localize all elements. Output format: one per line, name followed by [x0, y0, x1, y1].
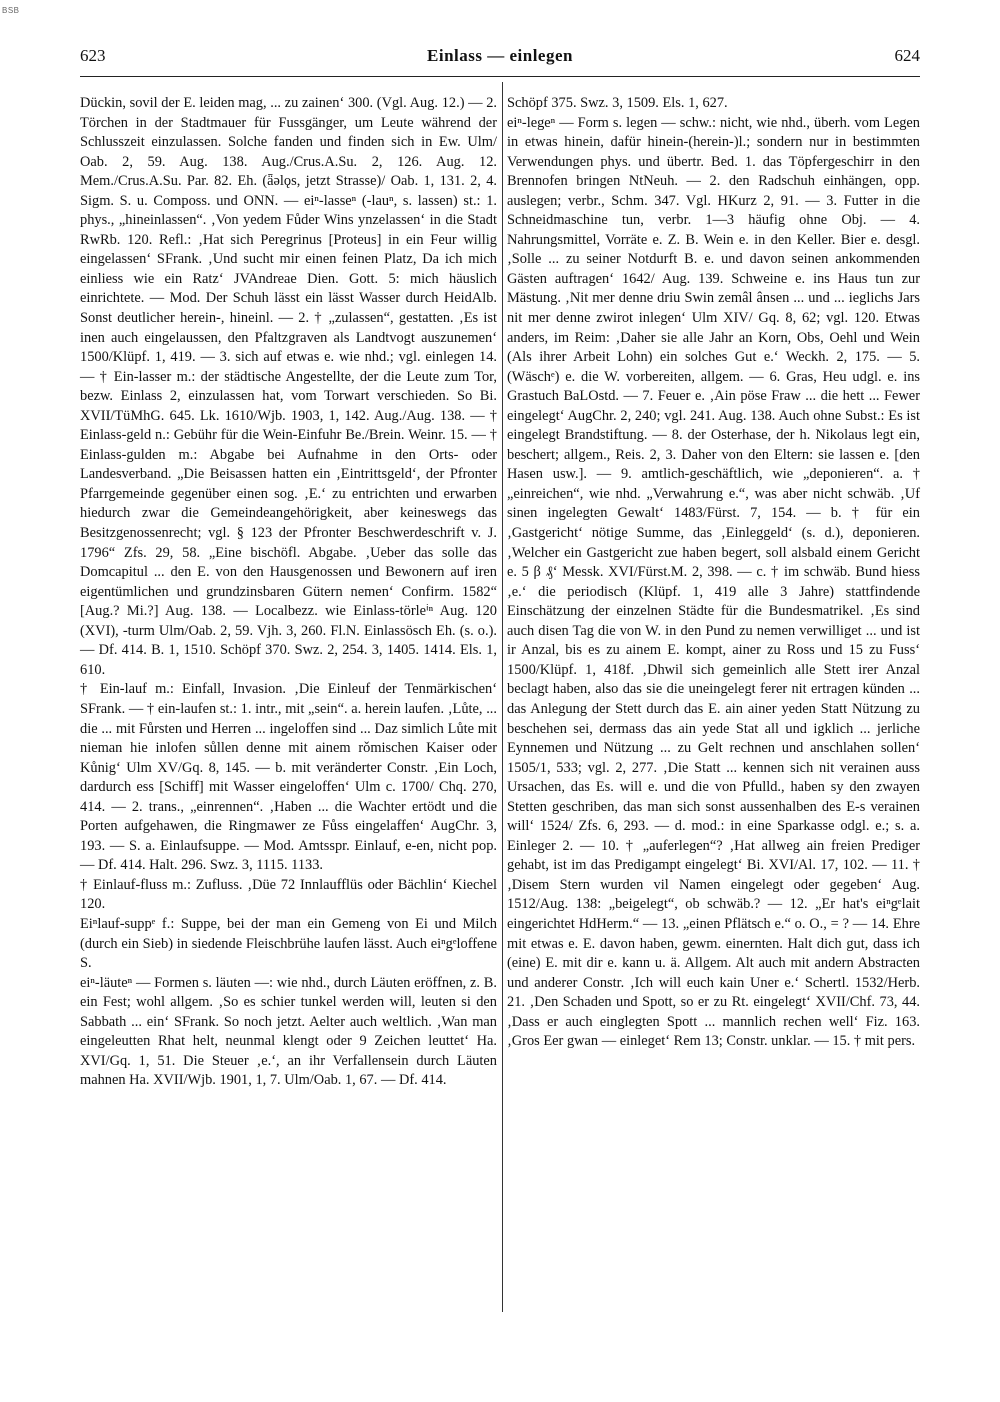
- page-number-left: 623: [80, 46, 106, 65]
- entry-einlauf-fluss: † Einlauf-fluss m.: Zufluss. ‚Düe 72 Innlaufflüs oder Bächlin‘ Kiechel 120.: [80, 876, 497, 913]
- entry-einlaeuten: eiⁿ-läuteⁿ — Formen s. läuten —: wie nhd., durch Läuten eröffnen, z. B. ein Fest; wohl allgem. ‚So es schier tunkel werden will, leuten si den Sabbath ... ein‘ SFrank. So noch jetzt. Aelter auch weltlich. ‚Wan man eingeleutten Rhat helt, neunmal klengt oder 9 Zeichen leuttet‘ Ha. XVI/Gq. 1, 51. Die Steuer ‚e.‘, an ihr Verfallensein durch Läuten mahnen Ha. XVII/Wjb. 1901, 1, 7. Ulm/Oab. 1, 67. — Df. 414.: [80, 974, 497, 1089]
- column-divider: [502, 82, 503, 1312]
- header-rule: [80, 76, 920, 77]
- entry-einlauf-suppe: Eiⁿlauf-suppᵉ f.: Suppe, bei der man ein Gemeng von Ei und Milch (durch ein Sieb) in siedende Fleischbrühe laufen lässt. Auch eiⁿgᵉloffene S.: [80, 915, 497, 972]
- library-stamp: BSB: [2, 6, 20, 15]
- entry-einlegen: eiⁿ-legeⁿ — Form s. legen — schw.: nicht, wie nhd., überh. vom Legen in etwas hinein, dafür hinein-(herein-)l.; sondern nur in bestimmten Verwendungen phys. und übertr. Bed. 1. das Töpfergeschirr in den Brennofen bringen NtNeuh. — 2. den Radschuh einhängen, opp. auslegen; verbr., Schm. 347. Vgl. HKurz 2, 91. — 3. Futter in die Schneidmaschine tun, verbr. 1—3 häufig ohne Obj. — 4. Nahrungsmittel, Vorräte e. Z. B. Wein e. in den Keller. Bier e. desgl. ‚Solle ... zu seiner Notdurft B. e. und davon seinen ankommenden Gästen auftragen‘ 1642/ Aug. 139. Schweine e. ins Haus tun zur Mästung. ‚Nit mer denne driu Swin zemâl ânsen ... und ... ieglichs Jars nit mer denne zwirot inlegen‘ Ulm XIV/ Gq. 8, 62; vgl. 120. Etwas anders, im Reim: ‚Daher sie alle Jahr an Korn, Obs, Oehl und Wein (Als ihrer Arbeit Lohn) ein solches Gut e.‘ Weckh. 2, 175. — 5. (Wäschᵉ) e. die W. vorbereiten, allgem. — 6. Gras, Heu udgl. e. ins Grastuch BaLOstd. — 7. Feuer e. ‚Ain pöse Fraw ... die hett ... Fewer eingelegt‘ AugChr. 2, 240; vgl. 241. Aug. 138. Auch ohne Subst.: Es ist eingelegt Brandstiftung. — 8. der Osterhase, der h. Nikolaus legt ein, beschert; allgem., Reis. 2, 3. Daher von den Eltern: sie lassen e. [den Hasen usw.]. — 9. amtlich-geschäftlich, wie „deponieren“. a. † „einreichen“, wie nhd. „Verwahrung e.“, was aber nicht schwäb. ‚Uf sinen ingelegten Gewalt‘ 1483/Fürst. 7, 154. — b. † für ein ‚Gastgericht‘ nötige Summe, das ‚Einleggeld‘ (s. d.), deponieren. ‚Welcher ein Gastgericht zue haben begert, soll alsbald einem Gericht e. 5 β ₰‘ Messk. XVI/Fürst.M. 2, 398. — c. † im schwäb. Bund hiess ‚e.‘ die periodisch (Klüpf. 1, 419 alle 3 Jahre) stattfindende Einschätzung der einzelnen Städte für die Bundesmatrikel. ‚Es sind auch disen Tag die von W. in den Pund zu nemen verwilliget ... und ist ir Anzal, bis es zu ainem E. kompt, ainer zu Ross und 15 zu Fuss‘ 1500/Klüpf. 1, 418f. ‚Dhwil sich gemeinlich alle Stett irer Anzal beclagt haben, also das sie die uneingelegt ferer nit ertragen künden ... das Anlegung der Stett durch das E. ain ainer yeden Statt Nützung zu beschehen sei, dermass das ain yede Stat all und igklich ... jerliche Eynnemen und Nützung ... zu Gelt rechnen und anschlahen sollen‘ 1505/1, 533; vgl. 2, 277. ‚Die Statt ... kennen sich nit verainen auss Ursachen, das Es. will e. und die von Pfulld., haben sy den zwayen Stetten geschriben, das man sich sonst aussenhalben des E-s verainen will‘ 1524/ Zfs. 6, 293. — d. mod.: in eine Sparkasse odgl. e.; s. a. Einleger 2. — 10. † „auferlegen“? ‚Hat allweg ain freien Prediger gehabt, ist im das Predigampt eingelegt‘ Bi. XVI/Al. 17, 102. — 11. † ‚Disem Stern wurden vil Namen eingelegt oder gegeben‘ Aug. 1512/Aug. 138: „beigelegt“, ob schwäb.? — 12. „Er hat's eiⁿgᵉlait eingerichtet HdHerm.“ — 13. „einen Pflätsch e.“ o. O., = ? — 14. Ehre mit etwas e. E. davon haben, gewm. einernten. Halt dich gut, dass ich (eine) E. mit dir e. kann u. ä. Allgem. Alt auch mit andern Abstracten und anderer Constr. ‚Ich will euch kain Uner e.‘ Schertl. 1532/Herb. 21. ‚Den Schaden und Spott, so er zu Rt. eingelegt‘ XVII/Chf. 73, 44. ‚Dass er auch einglegten Spott ... mannlich rechen well‘ Fiz. 163. ‚Gros Eer gwan — einleget‘ Rem 13; Constr. unklar. — 15. † mit pers.: [507, 114, 920, 1050]
- left-column: [80, 94, 497, 1091]
- right-column: [507, 94, 920, 1052]
- running-title: Einlass — einlegen: [427, 46, 573, 65]
- page-header: [80, 46, 920, 72]
- page-number-right: 624: [894, 46, 920, 65]
- entry-einlass-continued: Dückin, sovil der E. leiden mag, ... zu zainen‘ 300. (Vgl. Aug. 12.) — 2. Törchen in der Stadtmauer für Fussgänger, um Leute während der Schlusszeit einzulassen. Solche fanden und finden sich in Ew. Ulm/ Oab. 2, 59. Aug. 138. Aug./Crus.A.Su. 2, 126. Aug. 12. Mem./Crus.A.Su. Par. 82. Eh. (ǟəlǫs, jetzt Strasse)/ Oab. 1, 131. 2, 4. Sigm. S. u. Composs. und ONN. — eiⁿ-lasseⁿ (-lauⁿ, s. lassen) st.: 1. phys., „hineinlassen“. ‚Von yedem Fůder Wins ynzelassen‘ in die Stadt RwRb. 120. Refl.: ‚Hat sich Peregrinus [Proteus] in ein Feur willig eingelassen‘ SFrank. ‚Und sucht mir einen feinen Platz, Da ich mich einliess wie ein Ratz‘ JVAndreae Dien. Gott. 5: mich häuslich einrichtete. — Mod. Der Schuh lässt ein lässt Wasser durch HeidAlb. Sonst deutlicher herein-, hineinl. — 2. † „zulassen“, gestatten. ‚Es ist inen auch eingelaussen, den Pfaltzgraven als Landtvogt auszunemen‘ 1500/Klüpf. 1, 419. — 3. sich auf etwas e. wie nhd.; vgl. einlegen 14. — † Ein-lasser m.: der städtische Angestellte, der die Leute zum Tor, bezw. Einlass 2, einzulassen hat, vom Torwart verschieden. So Bi. XVII/TüMhG. 645. Lk. 1610/Wjb. 1903, 1, 142. Aug./Aug. 138. — † Einlass-geld n.: Gebühr für die Wein-Einfuhr Be./Brein. Weinr. 15. — † Einlass-gulden m.: Abgabe bei Aufnahme in den Orts- oder Landesverband. „Die Beisassen hatten ein ‚Eintrittsgeld‘, der Pfronter Pfarrgemeinde gegenüber einen sog. ‚E.‘ zu entrichten und erwarben hiedurch zwar die Gemeindeangehörigkeit, aber keineswegs das Besitzgenossenrecht; vgl. § 123 der Pfronter Beschwerdeschrift v. J. 1796“ Zfs. 29, 58. „Eine bischöfl. Abgabe. ‚Ueber das solle das Domcapitul ... den E. von den Hausgenossen und Bewonern auf iren eigentümlichen und grundzinsbaren Gütern nemen‘ Confirm. 1582“ [Aug.? Mi.?] Aug. 138. — Localbezz. wie Einlass-törleⁱⁿ Aug. 120 (XVI), -turm Ulm/Oab. 2, 59. Vjh. 3, 260. Fl.N. Einlassösch Eh. (s. o.). — Df. 414. B. 1, 1510. Schöpf 370. Swz. 2, 254. 3, 1405. 1414. Els. 1, 610.: [80, 95, 497, 678]
- entry-einlauf: † Ein-lauf m.: Einfall, Invasion. ‚Die Einleuf der Tenmärkischen‘ SFrank. — † ein-laufen st.: 1. intr., mit „sein“. a. herein laufen. ‚Lůte, ... die ... mit Fůrsten und Herren ... ingeloffen sind ... Daz simlich Lůte mit nieman hie inlofen sůllen denne mit ainem rǒmischen Kaiser oder Kůnig‘ Ulm XV/Gq. 8, 145. — b. mit veränderter Constr. ‚Ein Loch, dardurch ess [Schiff] mit Wasser eingeloffen‘ Ulm c. 1700/ Chq. 270, 414. — 2. trans., „einrennen“. ‚Haben ... die Wachter ertödt und die Porten aufgehawen, die Ringmawer ze Fůss eingelaffen‘ AugChr. 3, 193. — S. a. Einlaufsuppe. — Mod. Amtsspr. Einlauf, e-en, nicht pop. — Df. 414. Halt. 296. Swz. 3, 1115. 1133.: [80, 681, 497, 874]
- entry-einlaeuten-references: Schöpf 375. Swz. 3, 1509. Els. 1, 627.: [507, 95, 728, 111]
